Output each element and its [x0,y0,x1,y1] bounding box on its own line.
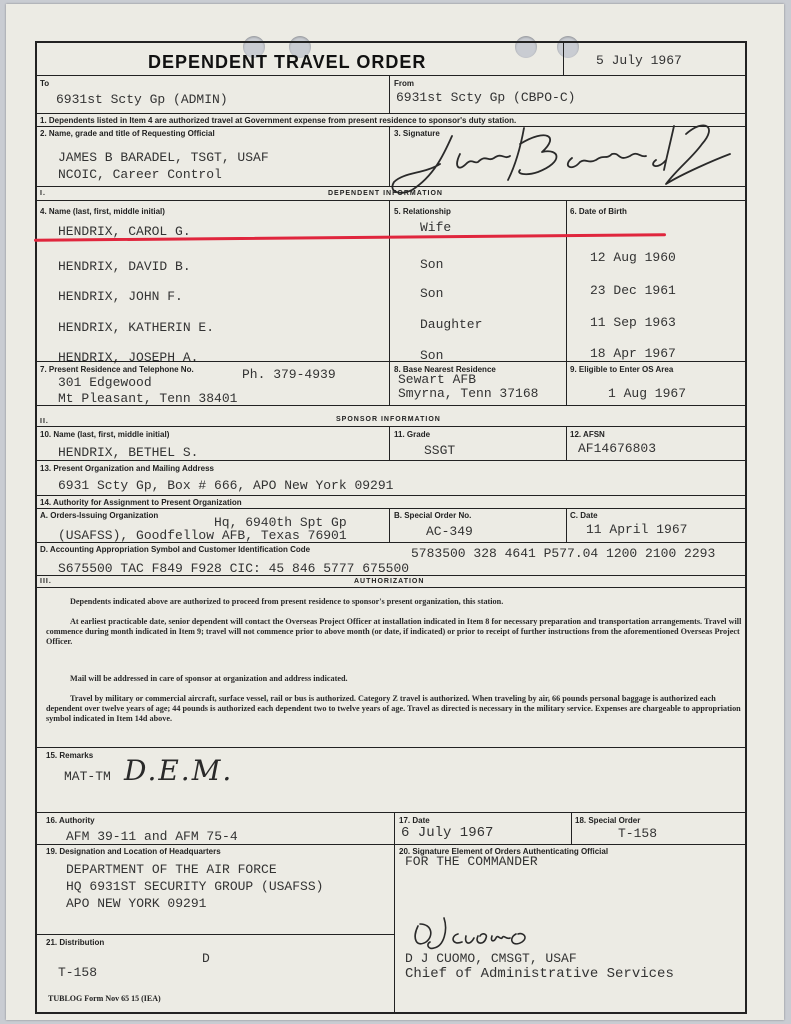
hq-line3: APO NEW YORK 09291 [66,896,207,911]
nearest-base-line1: Sewart AFB [398,372,477,387]
itemA-label: A. Orders-Issuing Organization [40,511,159,520]
item16-label: 16. Authority [46,816,95,825]
sponsor-name: HENDRIX, BETHEL S. [58,445,199,460]
item14-label: 14. Authority for Assignment to Present Organization [40,498,242,507]
sponsor-afsn: AF14676803 [578,441,657,456]
dependent-name: HENDRIX, JOSEPH A. [58,350,199,365]
item15-label: 15. Remarks [46,751,94,760]
item19-label: 19. Designation and Location of Headquarters [46,847,221,856]
item11-label: 11. Grade [394,430,431,439]
section-3-number: III. [40,578,52,585]
section-3-title: AUTHORIZATION [354,578,425,585]
distribution-code: D [202,951,210,966]
authorization-paragraph-2: At earliest practicable date, senior dependent will contact the Overseas Project Officer at installation indicated in Item 8 for necessary preparation and transportation arrangements. Travel will commence during month indicated in Item 9; travel will not commence prior to above month (or date, if indicated) or prior to receipt of further instructions from the aforementioned Overseas Project Officer. [46,617,742,646]
dependent-relationship: Daughter [420,317,483,332]
special-order-number: AC-349 [426,524,473,539]
dependent-dob: 23 Dec 1961 [590,283,676,298]
from-value: 6931st Scty Gp (CBPO-C) [396,90,576,105]
authenticating-name: D J CUOMO, CMSGT, USAF [405,951,577,966]
item3-label: 3. Signature [394,129,440,138]
dependent-name: HENDRIX, DAVID B. [58,259,191,274]
authority-value: AFM 39-11 and AFM 75-4 [66,829,238,844]
requesting-official-title: NCOIC, Career Control [58,167,222,182]
authenticating-title: Chief of Administrative Services [405,966,674,982]
item1-label: 1. Dependents listed in Item 4 are authorized travel at Government expense from present residence to sponsor's duty station. [40,116,517,125]
dependent-name: HENDRIX, KATHERIN E. [58,320,215,335]
orders-org-line2: (USAFSS), Goodfellow AFB, Texas 76901 [58,528,347,543]
item21-label: 21. Distribution [46,938,105,947]
section-2-number: II. [40,418,49,425]
remarks-value: MAT-TM [64,769,111,784]
item18-label: 18. Special Order [575,816,641,825]
remarks-initials: D.E.M. [124,754,234,787]
eligible-date: 1 Aug 1967 [608,386,687,401]
authorization-paragraph-3: Mail will be addressed in care of sponsor at organization and address indicated. [70,674,348,683]
hq-line1: DEPARTMENT OF THE AIR FORCE [66,862,277,877]
authority-date: 6 July 1967 [401,825,494,841]
form-footer: TUBLOG Form Nov 65 15 (IEA) [48,994,161,1003]
residence-line1: 301 Edgewood [58,375,152,390]
order-date: 5 July 1967 [596,53,682,68]
item12-label: 12. AFSN [570,430,605,439]
document-page [6,4,784,1020]
hq-line2: HQ 6931ST SECURITY GROUP (USAFSS) [66,879,324,894]
dependent-relationship: Wife [420,220,452,235]
dependent-dob: 12 Aug 1960 [590,250,676,265]
sponsor-address: 6931 Scty Gp, Box # 666, APO New York 09291 [58,478,394,493]
authorization-paragraph-1: Dependents indicated above are authorized to proceed from present residence to sponsor's present organization, this station. [70,597,504,606]
item20-label: 20. Signature Element of Orders Authenticating Official [399,847,609,856]
nearest-base-line2: Smyrna, Tenn 37168 [398,386,539,401]
dependent-dob: 18 Apr 1967 [590,346,676,361]
dependent-relationship: Son [420,257,444,272]
to-label: To [40,79,50,88]
requesting-official-name: JAMES B BARADEL, TSGT, USAF [58,150,269,165]
item17-label: 17. Date [399,816,430,825]
col-dob-label: 6. Date of Birth [570,207,627,216]
order-issue-date: 11 April 1967 [586,522,688,537]
item8-label: 8. Base Nearest Residence [394,365,496,374]
section-1-title: DEPENDENT INFORMATION [328,190,443,197]
to-value: 6931st Scty Gp (ADMIN) [56,92,228,107]
col-name-label: 4. Name (last, first, middle initial) [40,207,165,216]
authorization-paragraph-4: Travel by military or commercial aircraft, surface vessel, rail or bus is authorized. Category Z travel is authorized. When traveling by air, 66 pounds personal baggage is authorized each dependent over twelve years of age; 44 pounds is authorized each dependent two to twelve years of age. Travel as directed is necessary in the military service. Expenses are chargeable to appropriation symbol indicated in Item 14d above. [46,694,741,723]
authenticating-header: FOR THE COMMANDER [405,854,538,869]
section-1-number: I. [40,190,46,197]
item2-label: 2. Name, grade and title of Requesting Official [40,129,215,138]
form-title: DEPENDENT TRAVEL ORDER [148,52,427,72]
dependent-name: HENDRIX, CAROL G. [58,224,191,239]
section-2-title: SPONSOR INFORMATION [336,416,441,423]
sponsor-grade: SSGT [424,443,456,458]
item13-label: 13. Present Organization and Mailing Address [40,464,214,473]
cuomo-signature [404,908,594,956]
residence-phone: Ph. 379-4939 [242,367,336,382]
item7-label: 7. Present Residence and Telephone No. [40,365,194,374]
col-relationship-label: 5. Relationship [394,207,451,216]
accounting-line2: S675500 TAC F849 F928 CIC: 45 846 5777 675500 [58,561,410,576]
dependent-relationship: Son [420,286,444,301]
item9-label: 9. Eligible to Enter OS Area [570,365,674,374]
special-order-value: T-158 [618,826,658,841]
accounting-line1: 5783500 328 4641 P577.04 1200 2100 2293 [411,546,716,561]
distribution-value: T-158 [58,965,98,980]
from-label: From [394,79,414,88]
itemB-label: B. Special Order No. [394,511,472,520]
itemD-label: D. Accounting Appropriation Symbol and Customer Identification Code [40,545,311,554]
item10-label: 10. Name (last, first, middle initial) [40,430,170,439]
orders-org-line1: Hq, 6940th Spt Gp [214,515,347,530]
residence-line2: Mt Pleasant, Tenn 38401 [58,391,238,406]
itemC-label: C. Date [570,511,598,520]
dependent-relationship: Son [420,348,444,363]
dependent-dob: 11 Sep 1963 [590,315,676,330]
dependent-name: HENDRIX, JOHN F. [58,289,183,304]
